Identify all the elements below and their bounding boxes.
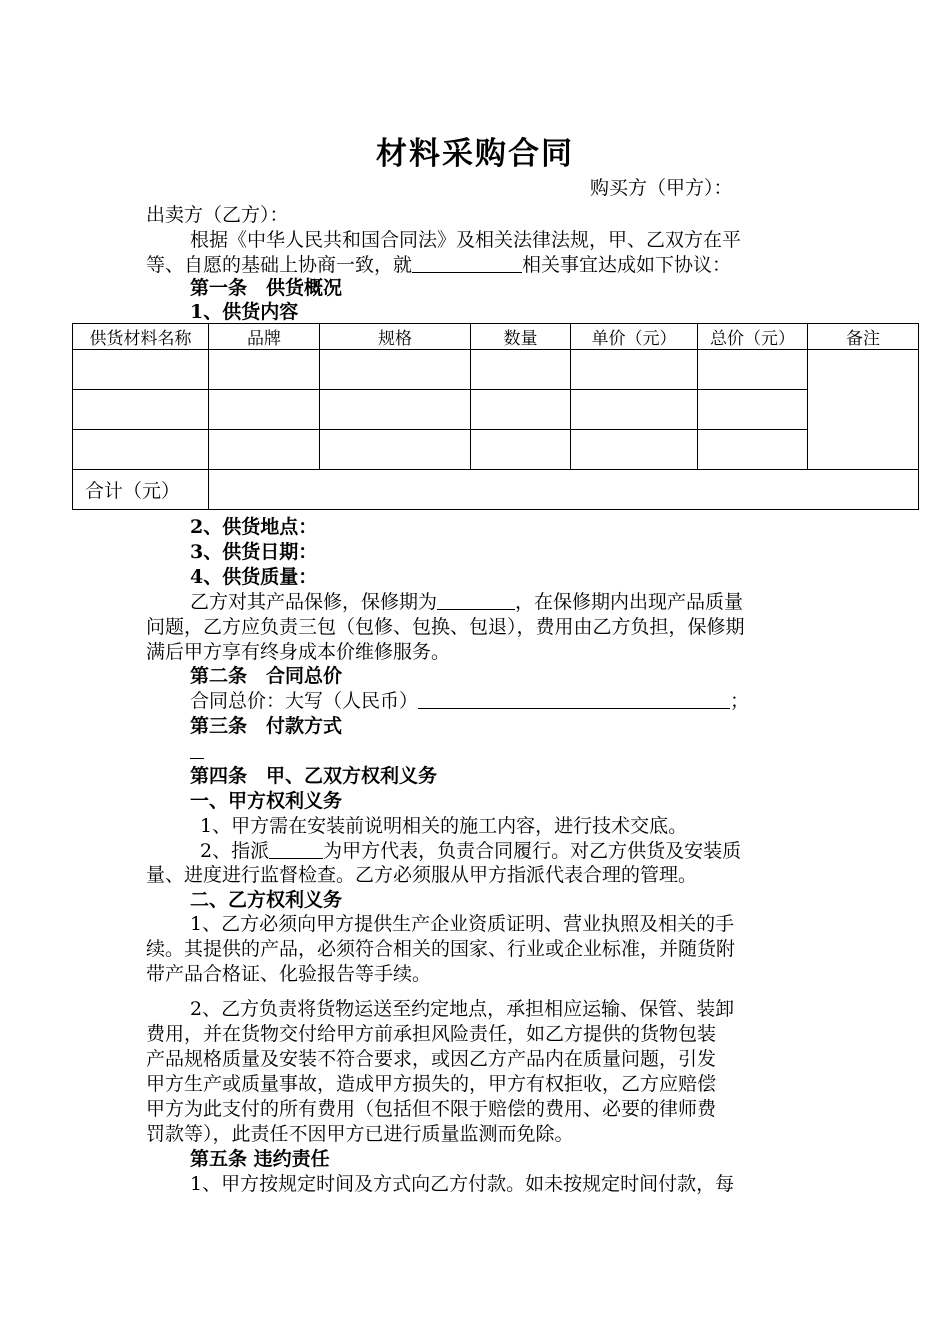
table-cell [73,350,209,390]
supply-date: 3、供货日期： [190,541,318,563]
seller-label: 出卖方（乙方）： [146,204,289,226]
warranty-period-blank [437,591,515,610]
table-cell [698,350,808,390]
supply-location: 2、供货地点： [190,516,318,538]
table-row [73,390,919,430]
col-unit-price: 单价（元） [571,324,698,350]
party-b-item-2-line-2: 费用，并在货物交付给甲方前承担风险责任，如乙方提供的货物包装 [146,1023,717,1045]
article-3-heading: 第三条 付款方式 [190,715,343,737]
remarks-cell [808,350,919,470]
table-cell [698,430,808,470]
table-cell [73,390,209,430]
table-cell [571,350,698,390]
table-cell [320,390,471,430]
col-material-name: 供货材料名称 [73,324,209,350]
table-cell [320,430,471,470]
col-spec: 规格 [320,324,471,350]
quality-line-2: 问题，乙方应负责三包（包修、包换、包退），费用由乙方负担，保修期 [146,616,745,638]
amount-blank [418,690,730,709]
table-header-row [73,324,919,350]
table-cell [571,430,698,470]
party-a-item-2-cont: 量、进度进行监督检查。乙方必须服从甲方指派代表合理的管理。 [146,864,698,886]
col-brand: 品牌 [209,324,320,350]
article-4-heading: 第四条 甲、乙双方权利义务 [190,765,438,787]
supply-table [72,323,919,510]
party-a-heading: 一、甲方权利义务 [190,790,343,812]
supply-content-heading: 1、供货内容 [190,301,299,323]
col-quantity: 数量 [471,324,571,350]
party-b-heading: 二、乙方权利义务 [190,889,343,911]
table-cell [209,430,320,470]
quality-line-1: 乙方对其产品保修，保修期为 ，在保修期内出现产品质量 [190,591,744,613]
party-b-item-2-line-5: 甲方为此支付的所有费用（包括但不限于赔偿的费用、必要的律师费 [146,1098,717,1120]
table-cell [209,350,320,390]
table-total-row [73,470,919,510]
party-b-item-2-line-1: 2、乙方负责将货物运送至约定地点，承担相应运输、保管、装卸 [190,998,735,1020]
table-cell [471,430,571,470]
document-title: 材料采购合同 [376,136,574,172]
table-cell [209,390,320,430]
total-value-cell [209,470,919,510]
party-a-item-1: 1、甲方需在安装前说明相关的施工内容，进行技术交底。 [200,815,688,837]
payment-blank [190,758,204,759]
table-cell [471,390,571,430]
article-5-item-1: 1、甲方按规定时间及方式向乙方付款。如未按规定时间付款，每 [190,1173,735,1195]
article-2-heading: 第二条 合同总价 [190,665,343,687]
total-label: 合计（元） [73,470,209,510]
contract-total-price: 合同总价：大写（人民币） ； [190,690,750,712]
table-row [73,430,919,470]
article-5-heading: 第五条 违约责任 [190,1148,330,1170]
table-cell [571,390,698,430]
quality-line-3: 满后甲方享有终身成本价维修服务。 [146,641,451,663]
col-total-price: 总价（元） [698,324,808,350]
party-b-item-2-line-3: 产品规格质量及安装不符合要求，或因乙方产品内在质量问题，引发 [146,1048,717,1070]
table-cell [73,430,209,470]
supply-quality: 4、供货质量： [190,566,318,588]
subject-blank [412,254,522,273]
table-cell [698,390,808,430]
table-cell [320,350,471,390]
intro-line-1: 根据《中华人民共和国合同法》及相关法律法规，甲、乙双方在平 [190,229,742,251]
col-remarks: 备注 [808,324,919,350]
party-b-item-2-line-4: 甲方生产或质量事故，造成甲方损失的，甲方有权拒收，乙方应赔偿 [146,1073,717,1095]
party-b-item-1-line-1: 1、乙方必须向甲方提供生产企业资质证明、营业执照及相关的手 [190,913,735,935]
intro-line-2: 等、自愿的基础上协商一致，就 相关事宜达成如下协议： [146,254,732,276]
party-a-item-2: 2、指派 为甲方代表，负责合同履行。对乙方供货及安装质 [200,840,742,862]
party-b-item-1-line-2: 续。其提供的产品，必须符合相关的国家、行业或企业标准，并随货附 [146,938,736,960]
party-b-item-1-line-3: 带产品合格证、化验报告等手续。 [146,963,432,985]
table-row [73,350,919,390]
representative-blank [269,840,323,859]
buyer-label: 购买方（甲方）： [590,177,733,199]
article-1-heading: 第一条 供货概况 [190,277,343,299]
party-b-item-2-line-6: 罚款等），此责任不因甲方已进行质量监测而免除。 [146,1123,574,1145]
table-cell [471,350,571,390]
